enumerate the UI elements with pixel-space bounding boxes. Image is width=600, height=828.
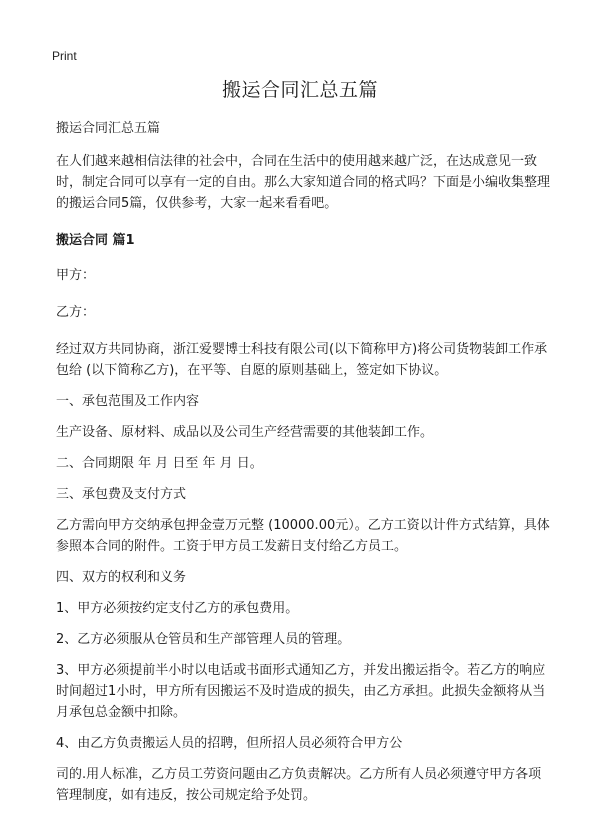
paragraph-scope: 生产设备、原材料、成品以及公司生产经营需要的其他装卸工作。 (56, 425, 434, 440)
clause-heading-rights: 四、双方的权利和义务 (56, 570, 187, 585)
party-a-label: 甲方： (56, 268, 96, 283)
print-link[interactable]: Print (52, 49, 77, 63)
document-body (56, 118, 554, 816)
intro-paragraph: 在人们越来越相信法律的社会中，合同在生活中的使用越来越广泛，在达成意见一致时，制定合同可以享有一定的自由。那么大家知道合同的格式吗？下面是小编收集整理的搬运合同5篇，仅供参考，大家一起来看看吧。 (56, 154, 551, 211)
section-heading: 搬运合同 篇1 (56, 233, 135, 248)
clause-heading-fees: 三、承包费及支付方式 (56, 487, 187, 502)
rights-item-2: 2、乙方必须服从仓管员和生产部管理人员的管理。 (56, 632, 351, 647)
rights-item-4-continued: 司的.用人标准，乙方员工劳资问题由乙方负责解决。乙方所有人员必须遵守甲方各项管理制度，如有违反，按公司规定给予处罚。 (56, 767, 542, 803)
clause-heading-term: 二、合同期限 年 月 日至 年 月 日。 (56, 456, 263, 471)
paragraph-agreement: 经过双方共同协商，浙江爱婴博士科技有限公司(以下简称甲方)将公司货物装卸工作承包给 (以下简称乙方)，在平等、自愿的原则基础上，签定如下协议。 (56, 342, 548, 378)
clause-heading-scope: 一、承包范围及工作内容 (56, 394, 200, 409)
rights-item-3: 3、甲方必须提前半小时以电话或书面形式通知乙方，并发出搬运指令。若乙方的响应时间超过1小时，甲方所有因搬运不及时造成的损失，由乙方承担。此损失金额将从当月承包总金额中扣除。 (56, 663, 546, 720)
document-title: 搬运合同汇总五篇 (221, 79, 378, 101)
document-subtitle: 搬运合同汇总五篇 (56, 121, 161, 136)
party-b-label: 乙方： (56, 305, 96, 320)
rights-item-1: 1、甲方必须按约定支付乙方的承包费用。 (56, 601, 299, 616)
rights-item-4: 4、由乙方负责搬运人员的招聘，但所招人员必须符合甲方公 (56, 736, 403, 751)
paragraph-fees: 乙方需向甲方交纳承包押金壹万元整 (10000.00元）。乙方工资以计件方式结算，具体参照本合同的附件。工资于甲方员工发薪日支付给乙方员工。 (56, 518, 550, 554)
